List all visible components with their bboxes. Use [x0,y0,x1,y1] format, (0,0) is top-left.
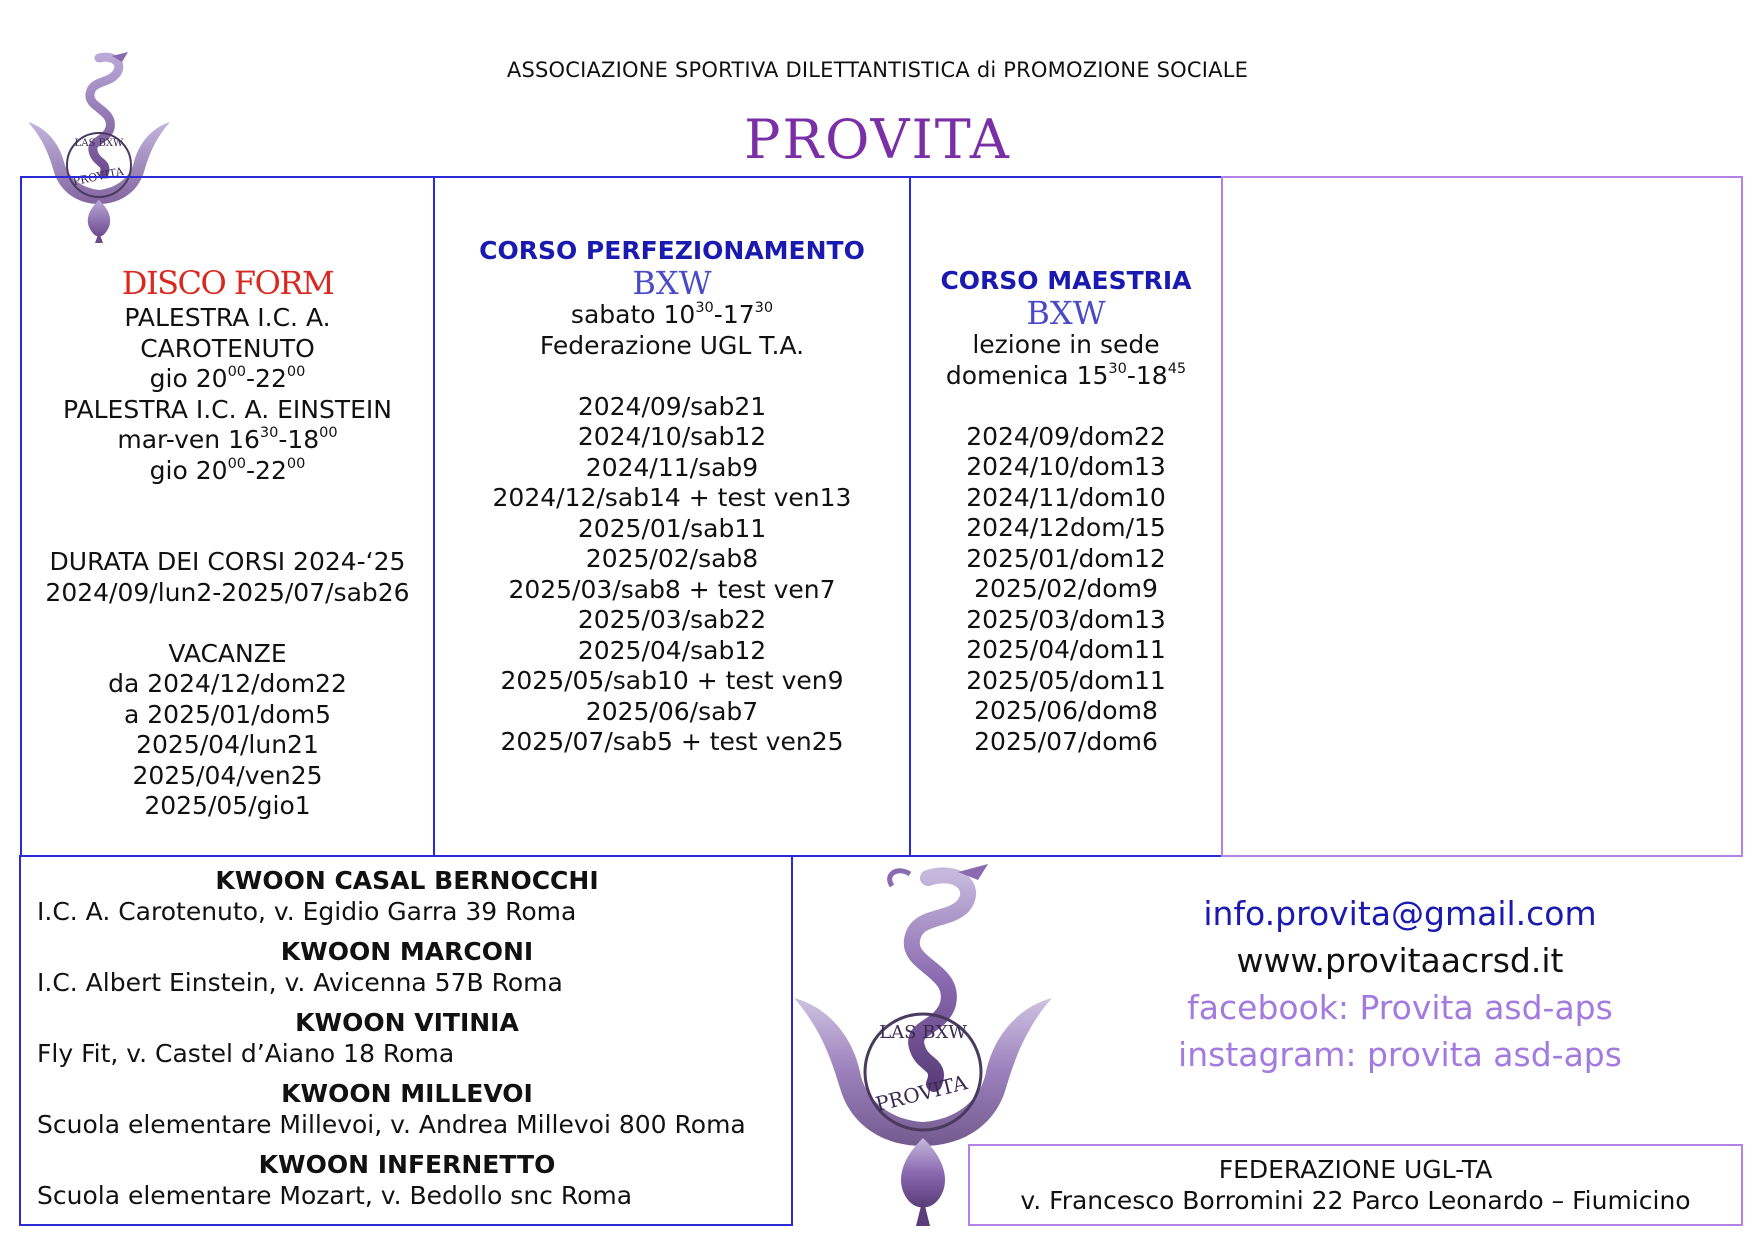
email-link[interactable]: info.provita@gmail.com [1203,894,1597,933]
maestria-date: 2025/04/dom11 [966,635,1166,664]
palestra2-time2: gio $20^{00}-22^{00}$ [149,455,306,485]
location-address: Scuola elementare Millevoi, v. Andrea Millevoi 800 Roma [37,1110,746,1139]
disco-form-panel [20,176,435,857]
perfezionamento-panel [433,176,911,857]
location-name: KWOON INFERNETTO [258,1150,556,1179]
vacanze-item: da 2024/12/dom22 [108,669,347,698]
palestra1-time: gio $20^{00}-22^{00}$ [149,364,306,393]
maestria-date: 2024/11/dom10 [966,482,1166,512]
location-name: KWOON MILLEVOI [281,1079,533,1108]
maestria-time: domenica $15^{30}-18^{45}$ [945,360,1187,390]
perfezionamento-time: sabato $10^{30}-17^{30}$ [570,300,774,329]
instagram-link[interactable]: instagram: provita asd-aps [1178,1035,1622,1074]
maestria-panel [909,176,1223,857]
contacts-block [1100,890,1700,1078]
perfezionamento-date: 2024/10/sab12 [577,422,767,451]
palestra2-time1: mar-ven $16^{30}-18^{00}$ [117,425,338,454]
logo-small-top-text: LAS BXW [74,138,124,149]
location-name: KWOON MARCONI [280,937,534,966]
location-address: I.C. A. Carotenuto, v. Egidio Garra 39 Roma [37,897,577,926]
durata-range: 2024/09/lun2-2025/07/sab26 [45,577,410,607]
empty-panel [1221,176,1743,857]
perfezionamento-date: 2025/03/sab8 + test ven7 [508,574,836,604]
perfezionamento-title: CORSO PERFEZIONAMENTO [479,236,865,265]
vacanze-item: a 2025/01/dom5 [124,699,331,729]
locations-panel [19,855,793,1226]
maestria-date: 2025/05/dom11 [966,665,1166,695]
perfezionamento-date: 2025/07/sab5 + test ven25 [500,727,844,756]
maestria-date: 2024/09/dom22 [966,421,1166,451]
vacanze-item: 2025/04/lun21 [136,730,319,759]
maestria-date: 2025/03/dom13 [966,604,1166,634]
maestria-lesson: lezione in sede [972,330,1160,359]
perfezionamento-location: Federazione UGL T.A. [539,330,805,360]
brand-title: PROVITA [744,108,1011,171]
maestria-date: 2025/01/dom12 [966,543,1166,573]
perfezionamento-date: 2025/04/sab12 [577,635,767,665]
durata-title: DURATA DEI CORSI 2024-‘25 [49,547,406,576]
location-name: KWOON CASAL BERNOCCHI [215,866,599,895]
logo-large-bottom-text: PROVITA [872,1070,970,1117]
logo-small-bottom-text: PROVITA [71,164,125,189]
perfezionamento-date: 2024/12/sab14 + test ven13 [492,483,852,512]
federazione-box [968,1144,1743,1226]
perfezionamento-subtitle: BXW [632,264,712,302]
federazione-address: v. Francesco Borromini 22 Parco Leonardo – Fiumicino [1020,1186,1691,1215]
federazione-name: FEDERAZIONE UGL-TA [1218,1155,1493,1184]
vacanze-item: 2025/05/gio1 [144,791,311,820]
maestria-date: 2025/02/dom9 [974,574,1158,603]
location-address: I.C. Albert Einstein, v. Avicenna 57B Roma [37,968,563,997]
maestria-date: 2024/10/dom13 [966,452,1166,481]
perfezionamento-date: 2025/05/sab10 + test ven9 [500,666,844,695]
maestria-date: 2025/07/dom6 [974,726,1158,756]
maestria-title: CORSO MAESTRIA [940,266,1192,295]
perfezionamento-date: 2025/02/sab8 [585,544,759,573]
palestra2-line: PALESTRA I.C. A. EINSTEIN [63,394,392,424]
palestra1-line-a: PALESTRA I.C. A. [124,303,331,332]
facebook-link[interactable]: facebook: Provita asd-aps [1187,988,1613,1027]
perfezionamento-date: 2024/09/sab21 [577,391,767,421]
logo-large-top-text: LAS BXW [879,1022,967,1043]
vacanze-title: VACANZE [168,638,287,668]
website-link[interactable]: www.provitaacrsd.it [1236,941,1564,980]
disco-form-title: DISCO FORM [121,264,334,302]
perfezionamento-date: 2024/11/sab9 [585,452,759,482]
vacanze-item: 2025/04/ven25 [132,760,323,790]
association-subtitle: ASSOCIAZIONE SPORTIVA DILETTANTISTICA di PROMOZIONE SOCIALE [506,58,1249,82]
location-address: Fly Fit, v. Castel d’Aiano 18 Roma [37,1039,455,1068]
maestria-date: 2024/12dom/15 [966,513,1166,542]
maestria-date: 2025/06/dom8 [974,696,1158,725]
maestria-subtitle: BXW [1026,294,1106,332]
palestra1-line-b: CAROTENUTO [140,333,315,363]
perfezionamento-date: 2025/06/sab7 [585,696,759,726]
location-name: KWOON VITINIA [295,1008,519,1037]
location-address: Scuola elementare Mozart, v. Bedollo snc Roma [37,1181,633,1210]
perfezionamento-date: 2025/01/sab11 [577,513,767,543]
perfezionamento-date: 2025/03/sab22 [577,605,767,634]
